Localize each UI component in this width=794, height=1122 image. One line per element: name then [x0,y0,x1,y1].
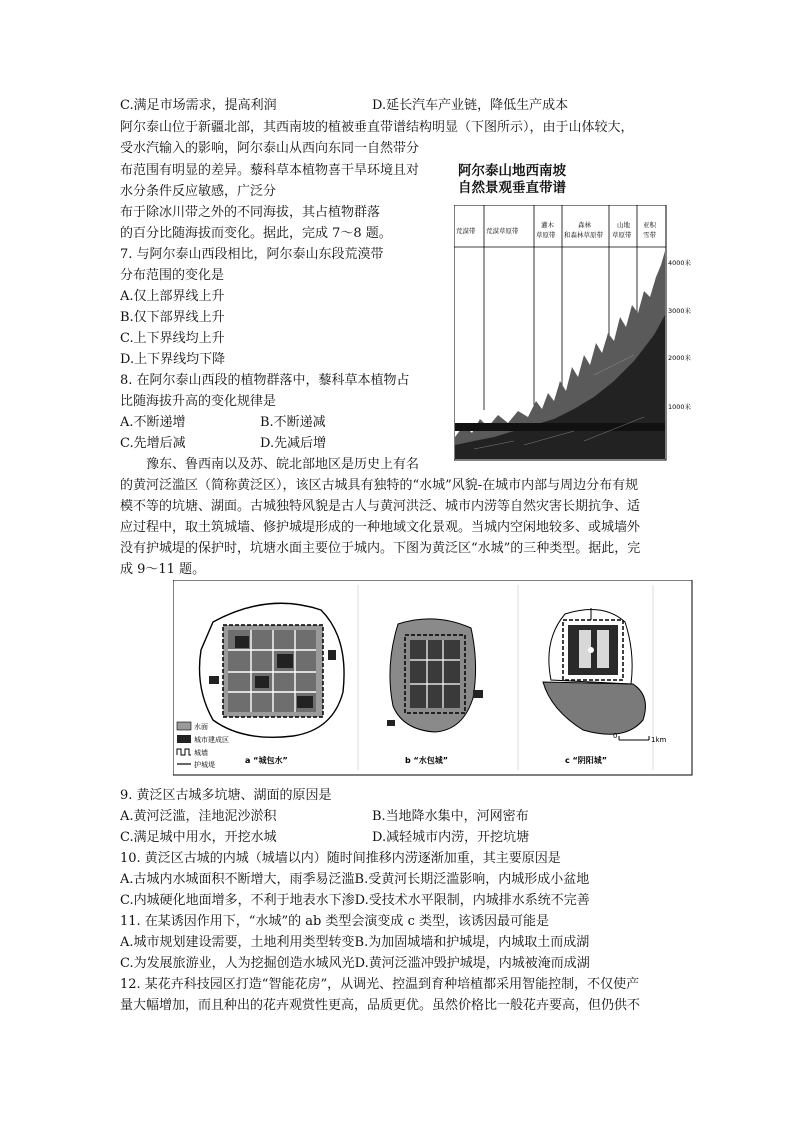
belt-forest-steppe: 和森林草原带 [564,231,603,239]
belt-desert: 荒漠带 [456,227,476,235]
belt-forest: 森林 [578,221,591,229]
question-9: 9. 黄泛区古城多坑塘、湖面的原因是 [120,788,332,803]
altitude-2000: 2000米 [668,354,692,362]
figure1-title-line2: 自然景观垂直带谱 [458,180,566,196]
q10-options-cd: C.内城硬化地面增多，不利于地表水下渗D.受技术水平限制，内城排水系统不完善 [120,893,590,908]
q9-option-b: B.当地降水集中，河网密布 [372,809,529,824]
vertical-zonation-figure [454,205,704,461]
question-7: 7. 与阿尔泰山西段相比，阿尔泰山东段荒漠带 [120,247,384,262]
altitude-4000: 4000米 [668,259,692,267]
paragraph-line: 的百分比随海拔而变化。据此，完成 7～8 题。 [120,226,392,241]
question-7-cont: 分布范围的变化是 [120,268,225,283]
belt-mountain-steppe: 草原带 [612,231,632,239]
question-8-cont: 比随海拔升高的变化规律是 [120,394,277,409]
q9-option-d: D.减轻城市内涝，开挖坑塘 [372,830,530,845]
q7-option-d: D.上下界线均下降 [120,352,226,367]
question-12-cont: 量大幅增加，而且种出的花卉观赏性更高，品质更优。虽然价格比一般花卉要高，但仍供不 [120,998,641,1013]
paragraph-line: 布于除冰川带之外的不同海拔，其占植物群落 [120,205,381,220]
legend-built-area: 城市建成区 [194,736,229,744]
paragraph-line: 水分条件反应敏感，广泛分 [120,184,277,199]
scale-zero: 0 [613,732,618,740]
caption-type-a: a “城包水” [245,756,288,765]
paragraph-line: 的黄河泛滥区（简称黄泛区），该区古城具有独特的“水城”风貌-在城市内部与周边分布有规 [120,478,639,493]
paragraph-line: 受水汽输入的影响，阿尔泰山从西向东同一自然带分 [120,141,420,156]
belt-desert-steppe: 荒漠草原带 [486,227,519,235]
belt-snow: 雪带 [643,231,656,239]
q7-option-c: C.上下界线均上升 [120,331,225,346]
scale-1km: 1km [651,736,667,744]
question-8: 8. 在阿尔泰山西段的植物群落中，藜科草本植物占 [120,373,410,388]
q9-option-a: A.黄河泛滥，洼地泥沙淤积 [120,809,277,824]
q6-option-d: D.延长汽车产业链，降低生产成本 [372,98,569,113]
caption-type-b: b “水包城” [405,756,449,765]
paragraph-line: 没有护城堤的保护时，坑塘水面主要位于城内。下图为黄泛区“水城”的三种类型。据此，完 [120,541,641,556]
q10-options-ab: A.古城内水城面积不断增大，雨季易泛滥B.受黄河长期泛滥影响，内城形成小盆地 [120,872,590,887]
paragraph-line: 模不等的坑塘、湖面。古城独特风貌是古人与黄河洪泛、城市内涝等自然灾害长期抗争、适 [120,499,641,514]
q6-option-c: C.满足市场需求，提高利润 [120,98,277,113]
question-11: 11. 在某诱因作用下，“水城”的 ab 类型会演变成 c 类型，该诱因最可能是 [120,914,549,929]
q7-option-b: B.仅下部界线上升 [120,310,225,325]
q8-option-c: C.先增后减 [120,436,186,451]
q11-options-ab: A.城市规划建设需要，土地利用类型转变B.为加固城墙和护城堤，内城取土而成湖 [120,935,590,950]
legend-water: 水面 [194,723,208,731]
figure1-title-line1: 阿尔泰山地西南坡 [458,163,566,179]
paragraph-line: 豫东、鲁西南以及苏、皖北部地区是历史上有名 [146,457,420,472]
q8-option-d: D.先减后增 [260,436,327,451]
question-10: 10. 黄泛区古城的内城（城墙以内）随时间推移内涝逐渐加重，其主要原因是 [120,851,561,866]
legend-city-wall: 城墙 [194,749,208,757]
paragraph-line: 阿尔泰山位于新疆北部，其西南坡的植被垂直带谱结构明显（下图所示），由于山体较大， [120,120,634,135]
belt-shrub-steppe: 草原带 [536,231,556,239]
paragraph-line: 成 9～11 题。 [120,562,206,577]
water-city-types-figure [173,580,693,776]
belt-subnival: 亚积 [643,221,656,229]
q8-option-b: B.不断递减 [260,415,326,430]
altitude-1000: 1000米 [668,403,692,411]
paragraph-line: 应过程中，取土筑城墙、修护城堤形成的一种地域文化景观。当城内空闲地较多、或城墙外 [120,520,641,535]
q9-option-c: C.满足城中用水，开挖水城 [120,830,277,845]
belt-shrub: 灌木 [541,221,554,229]
q7-option-a: A.仅上部界线上升 [120,289,225,304]
legend-levee: 护城堤 [194,761,215,769]
question-12: 12. 某花卉科技园区打造“智能花房”，从调光、控温到育种培植都采用智能控制，不仅使产 [120,977,640,992]
caption-type-c: c “阴阳城” [565,756,608,765]
figure1-title [458,163,566,197]
q11-options-cd: C.为发展旅游业，人为挖掘创造水城风光D.黄河泛滥冲毁护城堤，内城被淹而成湖 [120,956,590,971]
belt-mountain: 山地 [617,221,630,229]
altitude-3000: 3000米 [668,307,692,315]
q8-option-a: A.不断递增 [120,415,186,430]
paragraph-line: 布范围有明显的差异。藜科草本植物喜干旱环境且对 [120,163,420,178]
